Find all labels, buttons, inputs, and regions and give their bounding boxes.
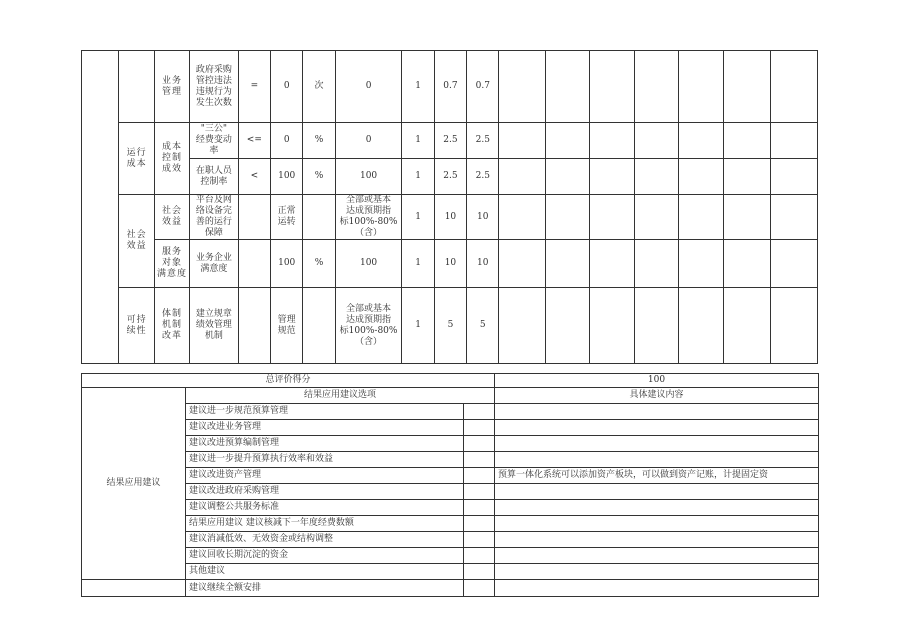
indicator-target: 管理 规范 [271, 288, 303, 364]
suggestion-check-cell[interactable] [464, 548, 495, 564]
total-score-table [81, 373, 819, 388]
indicator-remark-cell[interactable] [634, 288, 678, 364]
indicator-operator [238, 288, 270, 364]
level3-indicator-cell: 体制 机制 改革 [154, 288, 189, 364]
level3-indicator-cell: 社会 效益 [154, 195, 189, 240]
indicator-remark-cell[interactable] [771, 288, 818, 364]
indicator-weight: 1 [402, 240, 434, 288]
indicator-unit [303, 288, 335, 364]
suggestion-option: 建议改进业务管理 [186, 420, 464, 436]
indicator-actual: 100 [335, 240, 402, 288]
indicator-remark-cell[interactable] [499, 240, 546, 288]
suggestion-check-cell[interactable] [464, 484, 495, 500]
indicator-score: 2.5 [434, 123, 466, 159]
indicator-target: 0 [271, 123, 303, 159]
indicator-remark-cell[interactable] [679, 288, 723, 364]
suggestion-option: 其他建议 [186, 564, 464, 580]
suggestion-content [495, 516, 819, 532]
indicator-remark-cell[interactable] [545, 195, 589, 240]
column-header-option: 结果应用建议选项 [186, 388, 495, 404]
indicator-remark-cell[interactable] [590, 288, 634, 364]
indicator-score: 10 [434, 240, 466, 288]
suggestion-row [82, 516, 819, 532]
indicator-remark-cell[interactable] [545, 51, 589, 123]
indicator-unit: % [303, 240, 335, 288]
indicator-remark-cell[interactable] [771, 123, 818, 159]
extra-option: 建议继续全额安排 [186, 580, 464, 597]
indicator-remark-cell[interactable] [771, 159, 818, 195]
indicator-remark-cell[interactable] [723, 240, 771, 288]
indicator-remark-cell[interactable] [499, 51, 546, 123]
suggestion-option: 结果应用建议 建议核减下一年度经费数额 [186, 516, 464, 532]
indicator-row [82, 159, 818, 195]
indicator-name: "三公" 经费变动 率 [190, 123, 239, 159]
indicator-name: 政府采购 管控违法 违规行为 发生次数 [190, 51, 239, 123]
level2-indicator-cell: 社会 效益 [119, 195, 154, 288]
suggestion-option: 建议进一步规范预算管理 [186, 404, 464, 420]
indicator-remark-cell[interactable] [679, 159, 723, 195]
indicator-actual: 100 [335, 159, 402, 195]
indicator-name: 业务企业 满意度 [190, 240, 239, 288]
suggestion-row [82, 548, 819, 564]
indicator-remark-cell[interactable] [679, 123, 723, 159]
suggestion-row [82, 420, 819, 436]
column-header-content: 具体建议内容 [495, 388, 819, 404]
suggestion-check-cell[interactable] [464, 420, 495, 436]
indicator-row [82, 288, 818, 364]
suggestion-row [82, 404, 819, 420]
suggestion-row [82, 532, 819, 548]
indicator-remark-cell[interactable] [723, 195, 771, 240]
indicator-row [82, 195, 818, 240]
suggestion-row [82, 436, 819, 452]
indicator-weight: 1 [402, 159, 434, 195]
indicator-row [82, 240, 818, 288]
indicator-remark-cell[interactable] [634, 51, 678, 123]
suggestion-row [82, 452, 819, 468]
indicator-remark-cell[interactable] [723, 51, 771, 123]
suggestion-content [495, 452, 819, 468]
total-score-label: 总评价得分 [82, 374, 495, 388]
indicator-final-score: 5 [467, 288, 499, 364]
level1-indicator-cell [82, 51, 119, 364]
level2-indicator-cell: 运行 成本 [119, 123, 154, 195]
indicator-remark-cell[interactable] [723, 288, 771, 364]
level2-indicator-cell [119, 51, 154, 123]
indicator-target: 正常 运转 [271, 195, 303, 240]
indicator-remark-cell[interactable] [590, 240, 634, 288]
indicator-target: 0 [271, 51, 303, 123]
indicator-name: 在职人员 控制率 [190, 159, 239, 195]
indicator-unit: 次 [303, 51, 335, 123]
indicator-remark-cell[interactable] [679, 195, 723, 240]
indicator-actual: 0 [335, 51, 402, 123]
indicator-weight: 1 [402, 51, 434, 123]
indicator-operator: <= [238, 123, 270, 159]
indicator-remark-cell[interactable] [634, 159, 678, 195]
application-section-label: 结果应用建议 [82, 388, 186, 580]
suggestion-content [495, 564, 819, 580]
indicator-name: 平台及网 络设备完 善的运行 保障 [190, 195, 239, 240]
suggestion-content [495, 532, 819, 548]
extra-check-cell[interactable] [464, 580, 495, 597]
suggestion-row [82, 468, 819, 484]
indicator-remark-cell[interactable] [771, 51, 818, 123]
suggestion-option: 建议进一步提升预算执行效率和效益 [186, 452, 464, 468]
indicator-final-score: 10 [467, 195, 499, 240]
indicator-row [82, 51, 818, 123]
indicator-remark-cell[interactable] [634, 123, 678, 159]
suggestion-check-cell[interactable] [464, 516, 495, 532]
suggestion-option: 建议改进预算编制管理 [186, 436, 464, 452]
suggestion-content [495, 436, 819, 452]
suggestion-check-cell[interactable] [464, 468, 495, 484]
indicator-remark-cell[interactable] [590, 195, 634, 240]
indicator-name: 建立规章 绩效管理 机制 [190, 288, 239, 364]
suggestion-check-cell[interactable] [464, 452, 495, 468]
suggestion-check-cell[interactable] [464, 436, 495, 452]
indicator-operator [238, 240, 270, 288]
indicator-remark-cell[interactable] [679, 51, 723, 123]
indicator-actual: 全部或基本 达成预期指 标100%-80% （含） [335, 195, 402, 240]
suggestion-option: 建议调整公共服务标准 [186, 500, 464, 516]
suggestion-option: 建议改进资产管理 [186, 468, 464, 484]
suggestion-content [495, 500, 819, 516]
indicator-operator: < [238, 159, 270, 195]
indicator-remark-cell[interactable] [679, 240, 723, 288]
indicator-target: 100 [271, 159, 303, 195]
indicator-remark-cell[interactable] [590, 51, 634, 123]
suggestion-option: 建议回收长期沉淀的资金 [186, 548, 464, 564]
indicator-remark-cell[interactable] [545, 123, 589, 159]
indicator-score: 0.7 [434, 51, 466, 123]
indicator-operator [238, 195, 270, 240]
indicator-remark-cell[interactable] [499, 123, 546, 159]
indicator-remark-cell[interactable] [771, 195, 818, 240]
indicator-final-score: 10 [467, 240, 499, 288]
indicator-remark-cell[interactable] [499, 288, 546, 364]
indicator-score: 2.5 [434, 159, 466, 195]
indicator-final-score: 2.5 [467, 159, 499, 195]
suggestion-content: 预算一体化系统可以添加资产板块，可以做到资产记账，计提固定资 [495, 468, 819, 484]
indicator-remark-cell[interactable] [723, 159, 771, 195]
indicator-final-score: 0.7 [467, 51, 499, 123]
indicator-remark-cell[interactable] [590, 123, 634, 159]
indicator-target: 100 [271, 240, 303, 288]
indicator-actual: 0 [335, 123, 402, 159]
indicator-unit: % [303, 159, 335, 195]
level3-indicator-cell: 成本 控制 成效 [154, 123, 189, 195]
suggestion-content [495, 548, 819, 564]
indicator-remark-cell[interactable] [771, 240, 818, 288]
level3-indicator-cell: 业务 管理 [154, 51, 189, 123]
extra-content [495, 580, 819, 597]
indicator-actual: 全部或基本 达成预期指 标100%-80% （含） [335, 288, 402, 364]
indicator-row [82, 123, 818, 159]
indicator-remark-cell[interactable] [723, 123, 771, 159]
suggestion-check-cell[interactable] [464, 532, 495, 548]
indicator-table [81, 50, 818, 364]
indicator-operator: = [238, 51, 270, 123]
indicator-remark-cell[interactable] [545, 159, 589, 195]
suggestion-option: 建议改进政府采购管理 [186, 484, 464, 500]
indicator-final-score: 2.5 [467, 123, 499, 159]
indicator-remark-cell[interactable] [499, 195, 546, 240]
suggestion-check-cell[interactable] [464, 564, 495, 580]
suggestion-check-cell[interactable] [464, 404, 495, 420]
indicator-score: 5 [434, 288, 466, 364]
level2-indicator-cell: 可持 续性 [119, 288, 154, 364]
suggestion-content [495, 404, 819, 420]
level3-indicator-cell: 服务 对象 满意度 [154, 240, 189, 288]
indicator-remark-cell[interactable] [590, 159, 634, 195]
suggestion-content [495, 484, 819, 500]
suggestion-check-cell[interactable] [464, 500, 495, 516]
suggestion-row [82, 484, 819, 500]
indicator-remark-cell[interactable] [634, 195, 678, 240]
indicator-unit [303, 195, 335, 240]
indicator-score: 10 [434, 195, 466, 240]
suggestion-row [82, 500, 819, 516]
indicator-remark-cell[interactable] [545, 240, 589, 288]
total-score-value: 100 [495, 374, 819, 388]
suggestion-row [82, 564, 819, 580]
indicator-weight: 1 [402, 195, 434, 240]
indicator-unit: % [303, 123, 335, 159]
indicator-remark-cell[interactable] [634, 240, 678, 288]
suggestion-content [495, 420, 819, 436]
indicator-weight: 1 [402, 123, 434, 159]
application-table [81, 387, 819, 597]
suggestion-option: 建议消减低效、无效资金或结构调整 [186, 532, 464, 548]
indicator-remark-cell[interactable] [499, 159, 546, 195]
indicator-remark-cell[interactable] [545, 288, 589, 364]
indicator-weight: 1 [402, 288, 434, 364]
extra-label-cell [82, 580, 186, 597]
